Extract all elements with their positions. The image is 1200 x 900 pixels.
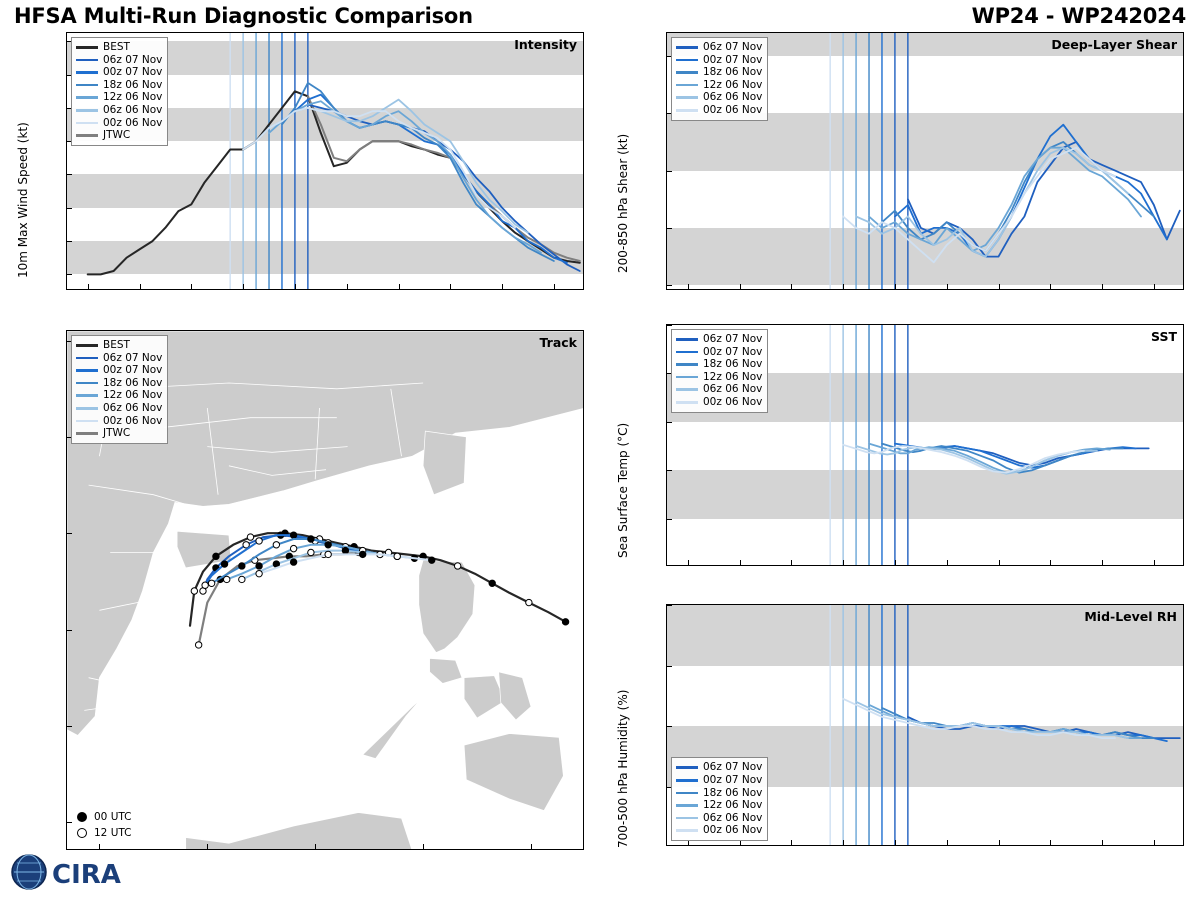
x-axis-tick-mark — [947, 284, 948, 289]
x-axis-tick-mark — [999, 560, 1000, 565]
legend-entry — [76, 352, 162, 365]
legend-label: BEST — [103, 41, 130, 53]
legend-label: 06z 07 Nov — [103, 53, 163, 66]
cira-logo-text: CIRA — [52, 860, 121, 890]
legend-entry — [76, 41, 162, 54]
legend-entry — [676, 346, 762, 359]
legend-label: 18z 06 Nov — [703, 358, 763, 371]
legend-entry — [676, 54, 762, 67]
y-axis-tick-mark — [667, 325, 672, 326]
x-axis-tick-mark — [502, 284, 503, 289]
legend-label: 06z 06 Nov — [103, 401, 163, 414]
legend-entry — [676, 333, 762, 346]
legend-color-swatch — [76, 84, 98, 87]
x-axis-tick-mark — [843, 284, 844, 289]
legend-entry — [676, 41, 762, 54]
legend-label: BEST — [103, 339, 130, 351]
legend-label: 06z 06 Nov — [703, 91, 763, 104]
legend-color-swatch — [76, 357, 98, 360]
y-axis-tick-mark — [67, 174, 72, 175]
y-axis-tick-mark — [67, 208, 72, 209]
rh-legend — [671, 757, 768, 841]
legend-label: 00z 06 Nov — [103, 414, 163, 427]
legend-label: 12z 06 Nov — [703, 370, 763, 383]
legend-color-swatch — [676, 829, 698, 832]
x-axis-tick-mark — [450, 284, 451, 289]
legend-color-swatch — [676, 376, 698, 379]
marker-legend-entry — [77, 825, 132, 841]
x-axis-tick-mark — [843, 840, 844, 845]
rh-y-axis-label: 700-500 hPa Humidity (%) — [616, 689, 630, 848]
legend-color-swatch — [76, 96, 98, 99]
legend-color-swatch — [76, 46, 98, 49]
y-axis-tick-mark — [667, 726, 672, 727]
legend-color-swatch — [76, 109, 98, 112]
legend-color-swatch — [676, 109, 698, 112]
x-axis-tick-mark — [191, 284, 192, 289]
legend-color-swatch — [676, 792, 698, 795]
legend-label: 00z 07 Nov — [703, 774, 763, 787]
y-axis-tick-mark — [67, 630, 72, 631]
rh-panel-title: Mid-Level RH — [1084, 609, 1177, 624]
legend-color-swatch — [676, 388, 698, 391]
legend-entry — [676, 824, 762, 837]
cira-logo — [10, 850, 130, 894]
track-legend — [71, 335, 168, 444]
x-axis-tick-mark — [999, 284, 1000, 289]
header — [0, 4, 1200, 30]
sst-y-axis-label: Sea Surface Temp (°C) — [616, 422, 630, 558]
legend-label: 00z 06 Nov — [703, 824, 763, 837]
x-axis-tick-mark — [423, 844, 424, 849]
x-axis-tick-mark — [791, 840, 792, 845]
legend-entry — [76, 427, 162, 440]
legend-color-swatch — [76, 369, 98, 372]
track-plot-area — [66, 330, 584, 850]
marker-legend-label: 12 UTC — [94, 827, 132, 839]
y-axis-tick-mark — [667, 605, 672, 606]
legend-label: 12z 06 Nov — [703, 78, 763, 91]
legend-entry — [676, 799, 762, 812]
legend-color-swatch — [76, 59, 98, 62]
x-axis-tick-mark — [531, 844, 532, 849]
legend-label: 06z 07 Nov — [703, 41, 763, 53]
legend-entry — [676, 812, 762, 825]
x-axis-tick-mark — [295, 284, 296, 289]
legend-label: 06z 06 Nov — [103, 103, 163, 116]
legend-entry — [676, 79, 762, 92]
legend-color-swatch — [76, 71, 98, 74]
legend-color-swatch — [676, 338, 698, 341]
legend-color-swatch — [676, 766, 698, 769]
y-axis-tick-mark — [667, 666, 672, 667]
storm-id-title: WP24 - WP242024 — [971, 4, 1186, 28]
legend-color-swatch — [76, 407, 98, 410]
page-title: HFSA Multi-Run Diagnostic Comparison — [14, 4, 473, 28]
legend-entry — [676, 761, 762, 774]
shear-y-axis-label: 200-850 hPa Shear (kt) — [616, 133, 630, 273]
rh-plot-area — [666, 604, 1184, 846]
legend-entry — [76, 402, 162, 415]
legend-entry — [76, 79, 162, 92]
x-axis-tick-mark — [791, 284, 792, 289]
legend-color-swatch — [676, 817, 698, 820]
intensity-legend — [71, 37, 168, 146]
legend-label: 00z 07 Nov — [703, 345, 763, 358]
y-axis-tick-mark — [667, 470, 672, 471]
legend-entry — [76, 389, 162, 402]
x-axis-tick-mark — [895, 560, 896, 565]
marker-legend-label: 00 UTC — [94, 811, 132, 823]
legend-entry — [76, 91, 162, 104]
legend-entry — [676, 91, 762, 104]
y-axis-tick-mark — [67, 241, 72, 242]
shear-panel-title: Deep-Layer Shear — [1051, 37, 1177, 52]
legend-color-swatch — [676, 363, 698, 366]
legend-entry — [76, 377, 162, 390]
x-axis-tick-mark — [791, 560, 792, 565]
open-dot-icon — [77, 828, 87, 838]
legend-entry — [76, 104, 162, 117]
legend-entry — [676, 358, 762, 371]
legend-color-swatch — [76, 134, 98, 137]
x-axis-tick-mark — [1102, 560, 1103, 565]
legend-entry — [676, 371, 762, 384]
legend-label: 18z 06 Nov — [703, 66, 763, 79]
sst-panel — [600, 320, 1200, 600]
legend-label: 00z 06 Nov — [703, 395, 763, 408]
x-axis-tick-mark — [1154, 840, 1155, 845]
legend-label: 12z 06 Nov — [103, 389, 163, 402]
track-panel-title: Track — [539, 335, 577, 350]
legend-entry — [76, 339, 162, 352]
legend-label: 00z 07 Nov — [103, 66, 163, 79]
x-axis-tick-mark — [740, 560, 741, 565]
legend-entry — [676, 383, 762, 396]
legend-color-swatch — [676, 401, 698, 404]
x-axis-tick-mark — [999, 840, 1000, 845]
intensity-plot-area — [66, 32, 584, 290]
legend-label: 06z 07 Nov — [703, 333, 763, 345]
x-axis-tick-mark — [399, 284, 400, 289]
legend-entry — [76, 364, 162, 377]
track-panel — [0, 326, 600, 866]
shear-plot-area — [666, 32, 1184, 290]
intensity-panel-title: Intensity — [514, 37, 577, 52]
legend-color-swatch — [676, 46, 698, 49]
legend-color-swatch — [76, 382, 98, 385]
x-axis-tick-mark — [347, 284, 348, 289]
x-axis-tick-mark — [99, 844, 100, 849]
shear-panel — [600, 28, 1200, 320]
y-axis-tick-mark — [667, 285, 672, 286]
legend-entry — [676, 66, 762, 79]
legend-label: 18z 06 Nov — [703, 786, 763, 799]
x-axis-tick-mark — [947, 840, 948, 845]
legend-label: 18z 06 Nov — [103, 78, 163, 91]
legend-color-swatch — [76, 420, 98, 423]
y-axis-tick-mark — [667, 519, 672, 520]
legend-color-swatch — [676, 779, 698, 782]
legend-label: 12z 06 Nov — [703, 799, 763, 812]
legend-color-swatch — [676, 84, 698, 87]
x-axis-tick-mark — [895, 840, 896, 845]
legend-entry — [676, 787, 762, 800]
x-axis-tick-mark — [554, 284, 555, 289]
y-axis-tick-mark — [67, 822, 72, 823]
sst-panel-title: SST — [1151, 329, 1177, 344]
marker-legend-entry — [77, 809, 132, 825]
legend-label: 12z 06 Nov — [103, 91, 163, 104]
x-axis-tick-mark — [1050, 560, 1051, 565]
legend-label: 06z 07 Nov — [703, 761, 763, 774]
x-axis-tick-mark — [140, 284, 141, 289]
y-axis-tick-mark — [667, 228, 672, 229]
x-axis-tick-mark — [688, 560, 689, 565]
legend-color-swatch — [676, 59, 698, 62]
legend-color-swatch — [676, 71, 698, 74]
y-axis-tick-mark — [67, 274, 72, 275]
x-axis-tick-mark — [740, 284, 741, 289]
intensity-y-axis-label: 10m Max Wind Speed (kt) — [16, 122, 30, 278]
legend-label: 06z 06 Nov — [703, 811, 763, 824]
legend-entry — [676, 396, 762, 409]
legend-label: 06z 07 Nov — [103, 351, 163, 364]
legend-entry — [676, 104, 762, 117]
legend-color-swatch — [676, 351, 698, 354]
legend-entry — [76, 66, 162, 79]
legend-label: JTWC — [103, 427, 131, 440]
legend-entry — [76, 54, 162, 67]
rh-panel — [600, 600, 1200, 880]
y-axis-tick-mark — [667, 171, 672, 172]
legend-entry — [76, 415, 162, 428]
x-axis-tick-mark — [88, 284, 89, 289]
x-axis-tick-mark — [688, 284, 689, 289]
y-axis-tick-mark — [67, 726, 72, 727]
x-axis-tick-mark — [895, 284, 896, 289]
legend-entry — [76, 129, 162, 142]
filled-dot-icon — [77, 812, 87, 822]
x-axis-tick-mark — [1154, 560, 1155, 565]
legend-entry — [676, 774, 762, 787]
track-marker-legend — [77, 809, 132, 841]
legend-color-swatch — [76, 394, 98, 397]
x-axis-tick-mark — [843, 560, 844, 565]
x-axis-tick-mark — [1050, 284, 1051, 289]
legend-color-swatch — [76, 432, 98, 435]
legend-label: 06z 06 Nov — [703, 383, 763, 396]
y-axis-tick-mark — [667, 422, 672, 423]
legend-color-swatch — [76, 122, 98, 125]
legend-label: JTWC — [103, 129, 131, 142]
legend-color-swatch — [676, 96, 698, 99]
legend-label: 18z 06 Nov — [103, 376, 163, 389]
sst-legend — [671, 329, 768, 413]
legend-label: 00z 07 Nov — [703, 53, 763, 66]
x-axis-tick-mark — [1102, 284, 1103, 289]
legend-color-swatch — [76, 344, 98, 347]
x-axis-tick-mark — [207, 844, 208, 849]
x-axis-tick-mark — [243, 284, 244, 289]
legend-label: 00z 07 Nov — [103, 364, 163, 377]
legend-label: 00z 06 Nov — [703, 103, 763, 116]
legend-entry — [76, 117, 162, 130]
intensity-panel — [0, 28, 600, 320]
x-axis-tick-mark — [1050, 840, 1051, 845]
x-axis-tick-mark — [1154, 284, 1155, 289]
shear-legend — [671, 37, 768, 121]
sst-plot-area — [666, 324, 1184, 566]
x-axis-tick-mark — [947, 560, 948, 565]
y-axis-tick-mark — [67, 533, 72, 534]
x-axis-tick-mark — [315, 844, 316, 849]
legend-label: 00z 06 Nov — [103, 116, 163, 129]
x-axis-tick-mark — [1102, 840, 1103, 845]
legend-color-swatch — [676, 804, 698, 807]
